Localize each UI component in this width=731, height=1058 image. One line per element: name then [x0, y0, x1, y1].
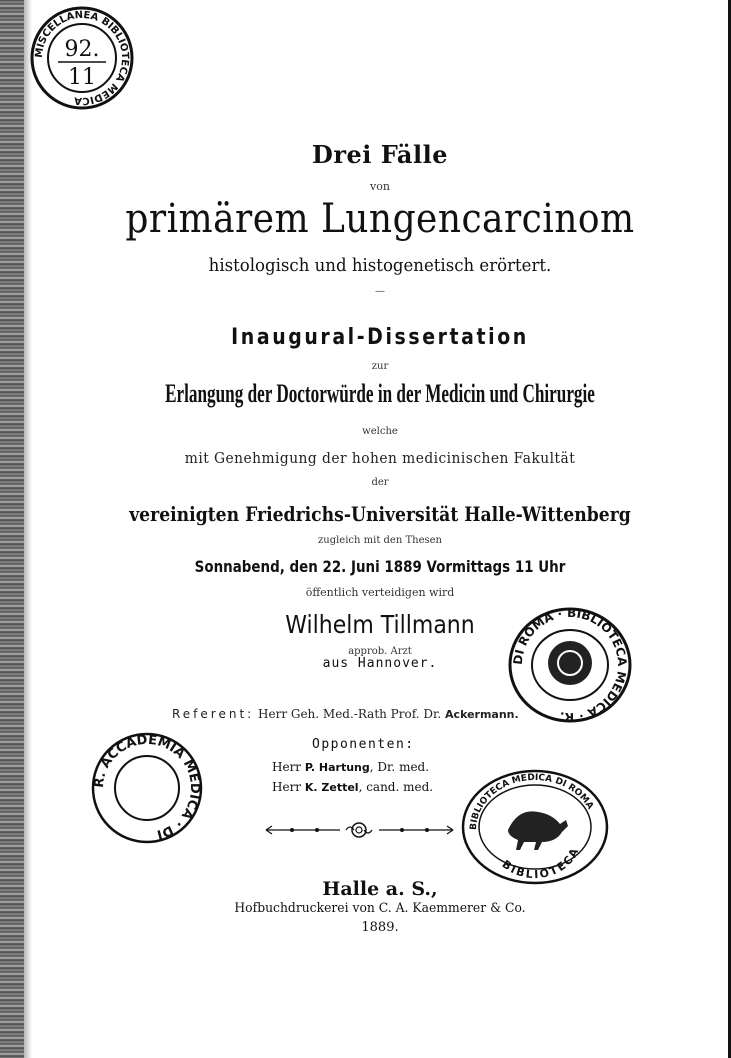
university-line: vereinigten Friedrichs-Universität Halle-Wittenberg — [129, 502, 631, 526]
referent-text: Herr Geh. Med.-Rath Prof. Dr. — [254, 707, 446, 721]
shelfmark-top: 92. — [64, 37, 100, 62]
ornament-divider-icon — [262, 822, 457, 838]
library-oval-stamp — [460, 768, 610, 886]
title-separator: — — [375, 286, 385, 297]
author-title: approb. Arzt — [348, 646, 412, 657]
author-origin: aus Hannover. — [322, 656, 438, 671]
degree-line: Erlangung der Doctorwürde in der Medicin und Chirurgie — [165, 379, 595, 408]
defense-date-line: Sonnabend, den 22. Juni 1889 Vormittags 11 Uhr — [194, 557, 566, 576]
referent-label: Referent: — [172, 707, 255, 721]
library-ring-text: DI ROMA · BIBLIOTECA MEDICA · R. — [510, 605, 630, 725]
crest-emblem-icon — [548, 641, 592, 685]
opponents-heading: Opponenten: — [312, 737, 415, 752]
theses-line: zugleich mit den Thesen — [318, 535, 442, 546]
shelfmark-bottom: 11 — [68, 65, 96, 90]
dissertation-heading: Inaugural-Dissertation — [231, 325, 529, 350]
imprint-printer: Hofbuchdruckerei von C. A. Kaemmerer & Co. — [234, 901, 526, 916]
imprint-year: 1889. — [361, 920, 399, 935]
opponent-1-name: P. Hartung — [304, 761, 370, 774]
zur-text: zur — [371, 361, 389, 372]
imprint-place: Halle a. S., — [322, 878, 438, 900]
title-line-3: histologisch und histogenetisch erörtert. — [208, 255, 552, 276]
opponent-2 — [272, 780, 433, 794]
opponent-2-suffix: , cand. med. — [358, 780, 434, 794]
public-defense-line: öffentlich verteidigen wird — [305, 586, 455, 599]
academy-stamp — [88, 732, 206, 844]
oval-bottom-text: BIBLIOTECA — [499, 844, 582, 882]
wolf-emblem-icon — [508, 811, 568, 850]
approval-line: mit Genehmigung der hohen medicinischen Fakultät — [184, 449, 576, 467]
opponent-1-suffix: , Dr. med. — [369, 760, 430, 774]
shelfmark-stamp — [28, 4, 136, 112]
referent-line — [172, 707, 519, 721]
referent-name: Ackermann. — [445, 708, 519, 721]
opponent-1-prefix: Herr — [272, 760, 305, 774]
title-line-2: primärem Lungencarcinom — [125, 196, 635, 242]
spine-shadow — [24, 0, 32, 1058]
shelfmark-ring-text: MISCELLANEA BIBLIOTECA MEDICA — [33, 9, 131, 107]
opponent-1 — [272, 760, 429, 774]
der-text: der — [371, 477, 389, 488]
von-text: von — [370, 180, 390, 193]
book-spine-edge — [0, 0, 24, 1058]
academy-ring-text: R. ACCADEMIA MEDICA · DI — [91, 732, 203, 842]
title-line-1: Drei Fälle — [312, 140, 448, 169]
oval-ring-text: BIBLIOTECA MEDICA DI ROMA — [468, 772, 595, 831]
library-round-stamp — [500, 605, 640, 725]
opponent-2-prefix: Herr — [272, 780, 305, 794]
author-name: Wilhelm Tillmann — [285, 610, 475, 639]
welche-text: welche — [362, 426, 398, 437]
opponent-2-name: K. Zettel — [304, 781, 359, 794]
